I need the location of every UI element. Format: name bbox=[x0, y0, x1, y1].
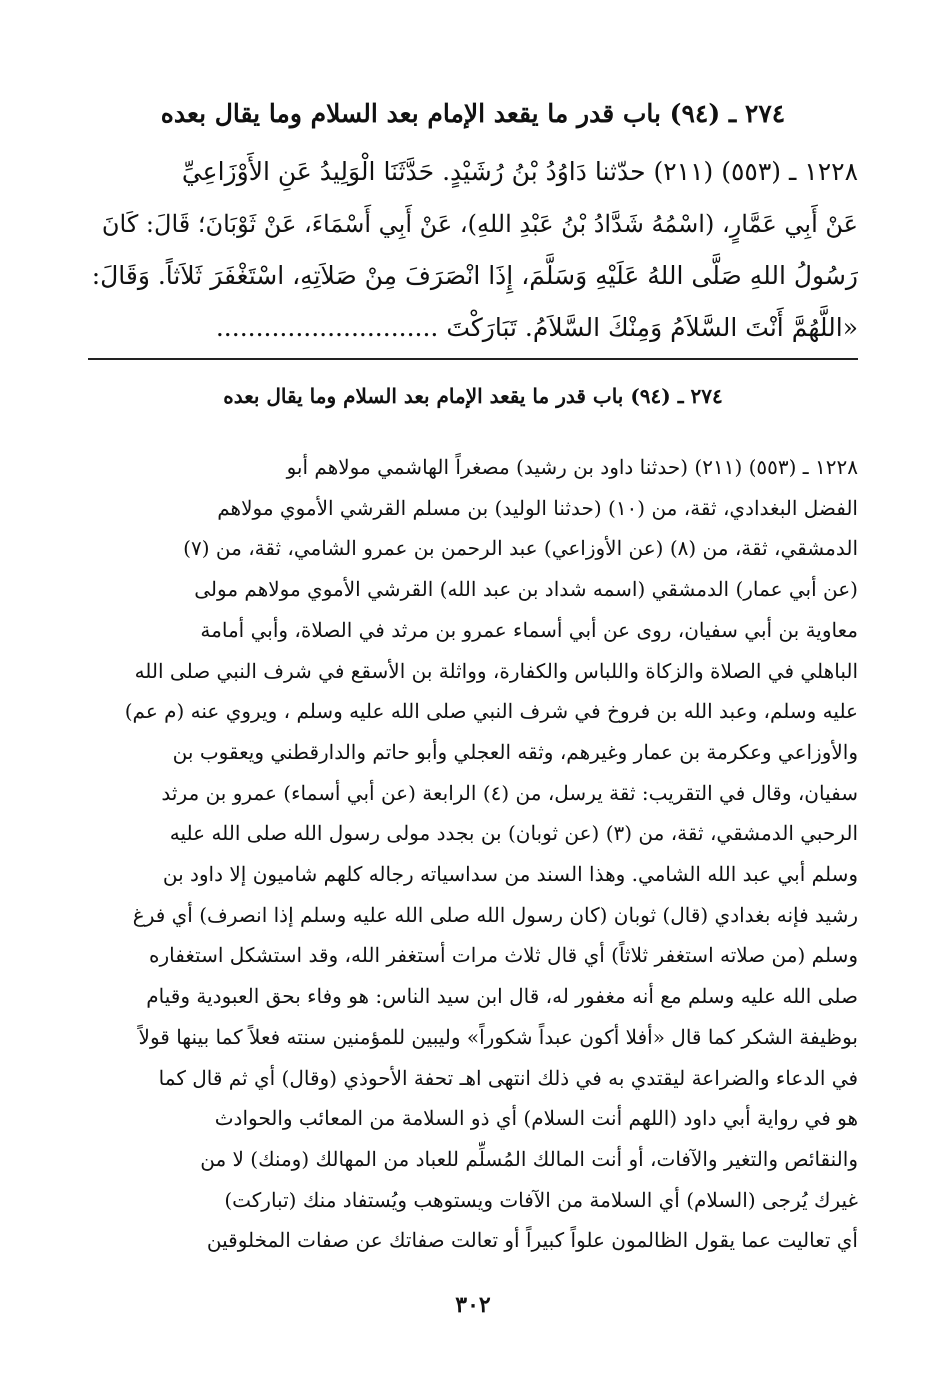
hadith-line: ١٢٢٨ ـ (٥٥٣) (٢١١) حدّثنا دَاوُدُ بْنُ رُشَيْدٍ. حَدَّثَنَا الْوَلِيدُ عَنِ الأَوْزَاعِيِّ bbox=[181, 157, 858, 186]
commentary-line: صلى الله عليه وسلم مع أنه مغفور له، قال ابن سيد الناس: هو وفاء بحق العبودية وقيام bbox=[146, 984, 858, 1009]
commentary-line: أي تعاليت عما يقول الظالمون علواً كبيراً أو تعالت صفاتك عن صفات المخلوقين bbox=[206, 1228, 858, 1253]
commentary-line: في الدعاء والضراعة ليقتدي به في ذلك انتهى اهـ تحفة الأحوذي (وقال) أي ثم قال كما bbox=[158, 1065, 858, 1090]
commentary-line: رشيد فإنه بغدادي (قال) ثوبان (كان رسول الله صلى الله عليه وسلم إذا انصرف) أي فرغ bbox=[132, 902, 858, 927]
commentary-line: الدمشقي، ثقة، من (٨) (عن الأوزاعي) عبد الرحمن بن عمرو الشامي، ثقة، من (٧) bbox=[183, 536, 858, 561]
hadith-text bbox=[88, 146, 858, 354]
commentary-line: عليه وسلم، وعبد الله بن فروخ في شرف النبي صلى الله عليه وسلم ، ويروي عنه (م عم) bbox=[124, 699, 858, 724]
page-number: ٣٠٢ bbox=[455, 1292, 491, 1318]
commentary-line: سفيان، وقال في التقريب: ثقة يرسل، من (٤) الرابعة (عن أبي أسماء) عمرو بن مرثد bbox=[161, 780, 858, 805]
commentary-line: ١٢٢٨ ـ (٥٥٣) (٢١١) (حدثنا داود بن رشيد) مصغراً الهاشمي مولاهم أبو bbox=[286, 455, 858, 479]
commentary-line: (عن أبي عمار) الدمشقي (اسمه شداد بن عبد الله) القرشي الأموي مولاهم مولى bbox=[194, 577, 858, 602]
commentary-title: ٢٧٤ ـ (٩٤) باب قدر ما يقعد الإمام بعد السلام وما يقال بعده bbox=[223, 384, 723, 408]
hadith-line: رَسُولُ اللهِ صَلَّى اللهُ عَلَيْهِ وَسَلَّمَ، إِذَا انْصَرَفَ مِنْ صَلاَتِهِ، اسْتَغْفَرَ ثَلاَثاً. وَقَالَ: bbox=[91, 261, 858, 290]
hadith-line: «اللَّهُمَّ أَنْتَ السَّلاَمُ وَمِنْكَ السَّلاَمُ. تَبَارَكْتَ ............................ bbox=[215, 313, 858, 342]
chapter-title: ٢٧٤ ـ (٩٤) باب قدر ما يقعد الإمام بعد السلام وما يقال بعده bbox=[160, 99, 786, 128]
commentary-line: الباهلي في الصلاة والزكاة واللباس والكفارة، وواثلة بن الأسقع في شرف النبي صلى الله bbox=[134, 658, 858, 683]
commentary-line: والأوزاعي وعكرمة بن عمار وغيرهم، وثقه العجلي وأبو حاتم والدارقطني ويعقوب بن bbox=[172, 739, 858, 764]
commentary-line: هو في رواية أبي داود (اللهم أنت السلام) أي ذو السلامة من المعائب والحوادث bbox=[214, 1106, 858, 1131]
hadith-line: عَنْ أَبِي عَمَّارٍ، (اسْمُهُ شَدَّادُ بْنُ عَبْدِ اللهِ)، عَنْ أَبِي أَسْمَاءَ، عَنْ ثَوْبَانَ؛ قَالَ: كَانَ bbox=[101, 210, 858, 238]
commentary-line: الفضل البغدادي، ثقة، من (١٠) (حدثنا الوليد) بن مسلم القرشي الأموي مولاهم bbox=[217, 495, 858, 520]
commentary-line: والنقائص والتغير والآفات، أو أنت المالك المُسلِّم للعباد من المهالك (ومنك) لا من bbox=[200, 1146, 858, 1171]
commentary-line: وسلم أبي عبد الله الشامي. وهذا السند من سداسياته رجاله كلهم شاميون إلا داود بن bbox=[162, 862, 858, 887]
commentary-line: غيرك يُرجى (السلام) أي السلامة من الآفات ويستوهب ويُستفاد منك (تباركت) bbox=[224, 1187, 858, 1212]
commentary-line: بوظيفة الشكر كما قال «أفلا أكون عبداً شكوراً» وليبين للمؤمنين سنته فعلاً كما بينها قولاً bbox=[138, 1024, 858, 1049]
commentary-line: وسلم (من صلاته استغفر ثلاثاً) أي قال ثلاث مرات أستغفر الله، وقد استشكل استغفاره bbox=[149, 943, 858, 968]
commentary-line: معاوية بن أبي سفيان، روى عن أبي أسماء عمرو بن مرثد في الصلاة، وأبي أمامة bbox=[200, 617, 858, 642]
commentary-text bbox=[88, 447, 858, 1261]
divider-line bbox=[88, 358, 858, 360]
page bbox=[88, 0, 858, 1382]
commentary-line: الرحبي الدمشقي، ثقة، من (٣) (عن ثوبان) بن بجدد مولى رسول الله صلى الله عليه bbox=[169, 821, 858, 846]
